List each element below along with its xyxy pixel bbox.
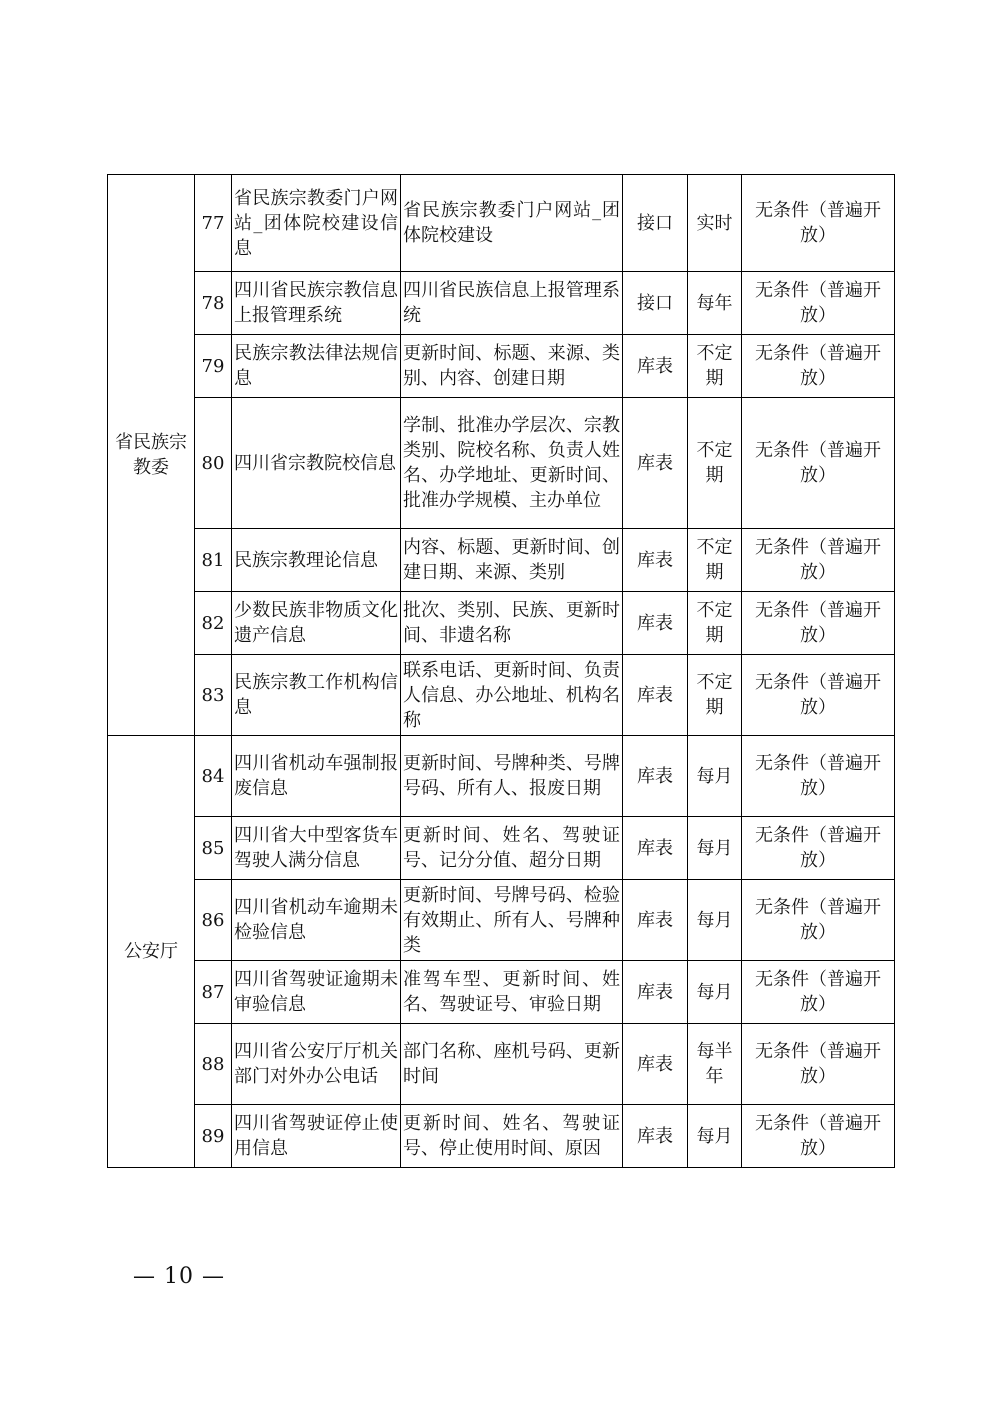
- open-condition-cell: 无条件（普遍开放）: [742, 592, 895, 655]
- data-fields-cell: 更新时间、号牌号码、检验有效期止、所有人、号牌种类: [401, 880, 623, 961]
- share-method-cell: 接口: [623, 175, 688, 272]
- update-frequency-cell: 每月: [688, 817, 742, 880]
- resource-name-cell: 四川省宗教院校信息: [232, 398, 401, 529]
- row-number-cell: 85: [195, 817, 232, 880]
- update-frequency-cell: 每半年: [688, 1024, 742, 1105]
- row-number-cell: 82: [195, 592, 232, 655]
- share-method-cell: 库表: [623, 592, 688, 655]
- row-number-cell: 86: [195, 880, 232, 961]
- resource-name-cell: 四川省驾驶证停止使用信息: [232, 1105, 401, 1168]
- open-condition-cell: 无条件（普遍开放）: [742, 398, 895, 529]
- data-fields-cell: 省民族宗教委门户网站_团体院校建设: [401, 175, 623, 272]
- resource-name-cell: 民族宗教法律法规信息: [232, 335, 401, 398]
- update-frequency-cell: 不定期: [688, 592, 742, 655]
- page-number: — 10 —: [133, 1264, 225, 1289]
- update-frequency-cell: 不定期: [688, 655, 742, 736]
- share-method-cell: 库表: [623, 736, 688, 817]
- share-method-cell: 库表: [623, 655, 688, 736]
- table-row: [108, 272, 895, 335]
- open-condition-cell: 无条件（普遍开放）: [742, 880, 895, 961]
- table-row: [108, 736, 895, 817]
- row-number-cell: 84: [195, 736, 232, 817]
- open-condition-cell: 无条件（普遍开放）: [742, 335, 895, 398]
- resource-name-cell: 四川省大中型客货车驾驶人满分信息: [232, 817, 401, 880]
- row-number-cell: 83: [195, 655, 232, 736]
- row-number-cell: 80: [195, 398, 232, 529]
- update-frequency-cell: 不定期: [688, 335, 742, 398]
- data-catalog-table: [107, 174, 895, 1168]
- update-frequency-cell: 每月: [688, 961, 742, 1024]
- table-row: [108, 398, 895, 529]
- resource-name-cell: 四川省公安厅厅机关部门对外办公电话: [232, 1024, 401, 1105]
- table-row: [108, 529, 895, 592]
- update-frequency-cell: 不定期: [688, 529, 742, 592]
- data-fields-cell: 更新时间、姓名、驾驶证号、停止使用时间、原因: [401, 1105, 623, 1168]
- update-frequency-cell: 实时: [688, 175, 742, 272]
- share-method-cell: 库表: [623, 880, 688, 961]
- data-fields-cell: 更新时间、标题、来源、类别、内容、创建日期: [401, 335, 623, 398]
- row-number-cell: 78: [195, 272, 232, 335]
- department-cell: 省民族宗教委: [108, 175, 195, 736]
- data-fields-cell: 内容、标题、更新时间、创建日期、来源、类别: [401, 529, 623, 592]
- data-fields-cell: 学制、批准办学层次、宗教类别、院校名称、负责人姓名、办学地址、更新时间、批准办学规模、主办单位: [401, 398, 623, 529]
- row-number-cell: 87: [195, 961, 232, 1024]
- data-fields-cell: 更新时间、号牌种类、号牌号码、所有人、报废日期: [401, 736, 623, 817]
- open-condition-cell: 无条件（普遍开放）: [742, 817, 895, 880]
- open-condition-cell: 无条件（普遍开放）: [742, 175, 895, 272]
- data-fields-cell: 准驾车型、更新时间、姓名、驾驶证号、审验日期: [401, 961, 623, 1024]
- data-fields-cell: 更新时间、姓名、驾驶证号、记分分值、超分日期: [401, 817, 623, 880]
- row-number-cell: 88: [195, 1024, 232, 1105]
- update-frequency-cell: 不定期: [688, 398, 742, 529]
- share-method-cell: 库表: [623, 398, 688, 529]
- table-row: [108, 175, 895, 272]
- data-fields-cell: 联系电话、更新时间、负责人信息、办公地址、机构名称: [401, 655, 623, 736]
- update-frequency-cell: 每年: [688, 272, 742, 335]
- share-method-cell: 库表: [623, 1105, 688, 1168]
- update-frequency-cell: 每月: [688, 1105, 742, 1168]
- share-method-cell: 库表: [623, 817, 688, 880]
- table-row: [108, 961, 895, 1024]
- row-number-cell: 79: [195, 335, 232, 398]
- resource-name-cell: 省民族宗教委门户网站_团体院校建设信息: [232, 175, 401, 272]
- update-frequency-cell: 每月: [688, 880, 742, 961]
- resource-name-cell: 少数民族非物质文化遗产信息: [232, 592, 401, 655]
- data-fields-cell: 部门名称、座机号码、更新时间: [401, 1024, 623, 1105]
- table-row: [108, 592, 895, 655]
- resource-name-cell: 民族宗教工作机构信息: [232, 655, 401, 736]
- resource-name-cell: 四川省机动车强制报废信息: [232, 736, 401, 817]
- open-condition-cell: 无条件（普遍开放）: [742, 529, 895, 592]
- open-condition-cell: 无条件（普遍开放）: [742, 272, 895, 335]
- open-condition-cell: 无条件（普遍开放）: [742, 655, 895, 736]
- share-method-cell: 库表: [623, 529, 688, 592]
- resource-name-cell: 四川省驾驶证逾期未审验信息: [232, 961, 401, 1024]
- open-condition-cell: 无条件（普遍开放）: [742, 736, 895, 817]
- share-method-cell: 库表: [623, 335, 688, 398]
- department-cell: 公安厅: [108, 736, 195, 1168]
- row-number-cell: 89: [195, 1105, 232, 1168]
- share-method-cell: 库表: [623, 961, 688, 1024]
- open-condition-cell: 无条件（普遍开放）: [742, 1105, 895, 1168]
- resource-name-cell: 四川省机动车逾期未检验信息: [232, 880, 401, 961]
- share-method-cell: 库表: [623, 1024, 688, 1105]
- table-row: [108, 1024, 895, 1105]
- update-frequency-cell: 每月: [688, 736, 742, 817]
- resource-name-cell: 四川省民族宗教信息上报管理系统: [232, 272, 401, 335]
- open-condition-cell: 无条件（普遍开放）: [742, 961, 895, 1024]
- table-row: [108, 817, 895, 880]
- table-row: [108, 335, 895, 398]
- data-fields-cell: 四川省民族信息上报管理系统: [401, 272, 623, 335]
- data-fields-cell: 批次、类别、民族、更新时间、非遗名称: [401, 592, 623, 655]
- table-row: [108, 880, 895, 961]
- table-row: [108, 655, 895, 736]
- open-condition-cell: 无条件（普遍开放）: [742, 1024, 895, 1105]
- table-row: [108, 1105, 895, 1168]
- share-method-cell: 接口: [623, 272, 688, 335]
- row-number-cell: 77: [195, 175, 232, 272]
- row-number-cell: 81: [195, 529, 232, 592]
- resource-name-cell: 民族宗教理论信息: [232, 529, 401, 592]
